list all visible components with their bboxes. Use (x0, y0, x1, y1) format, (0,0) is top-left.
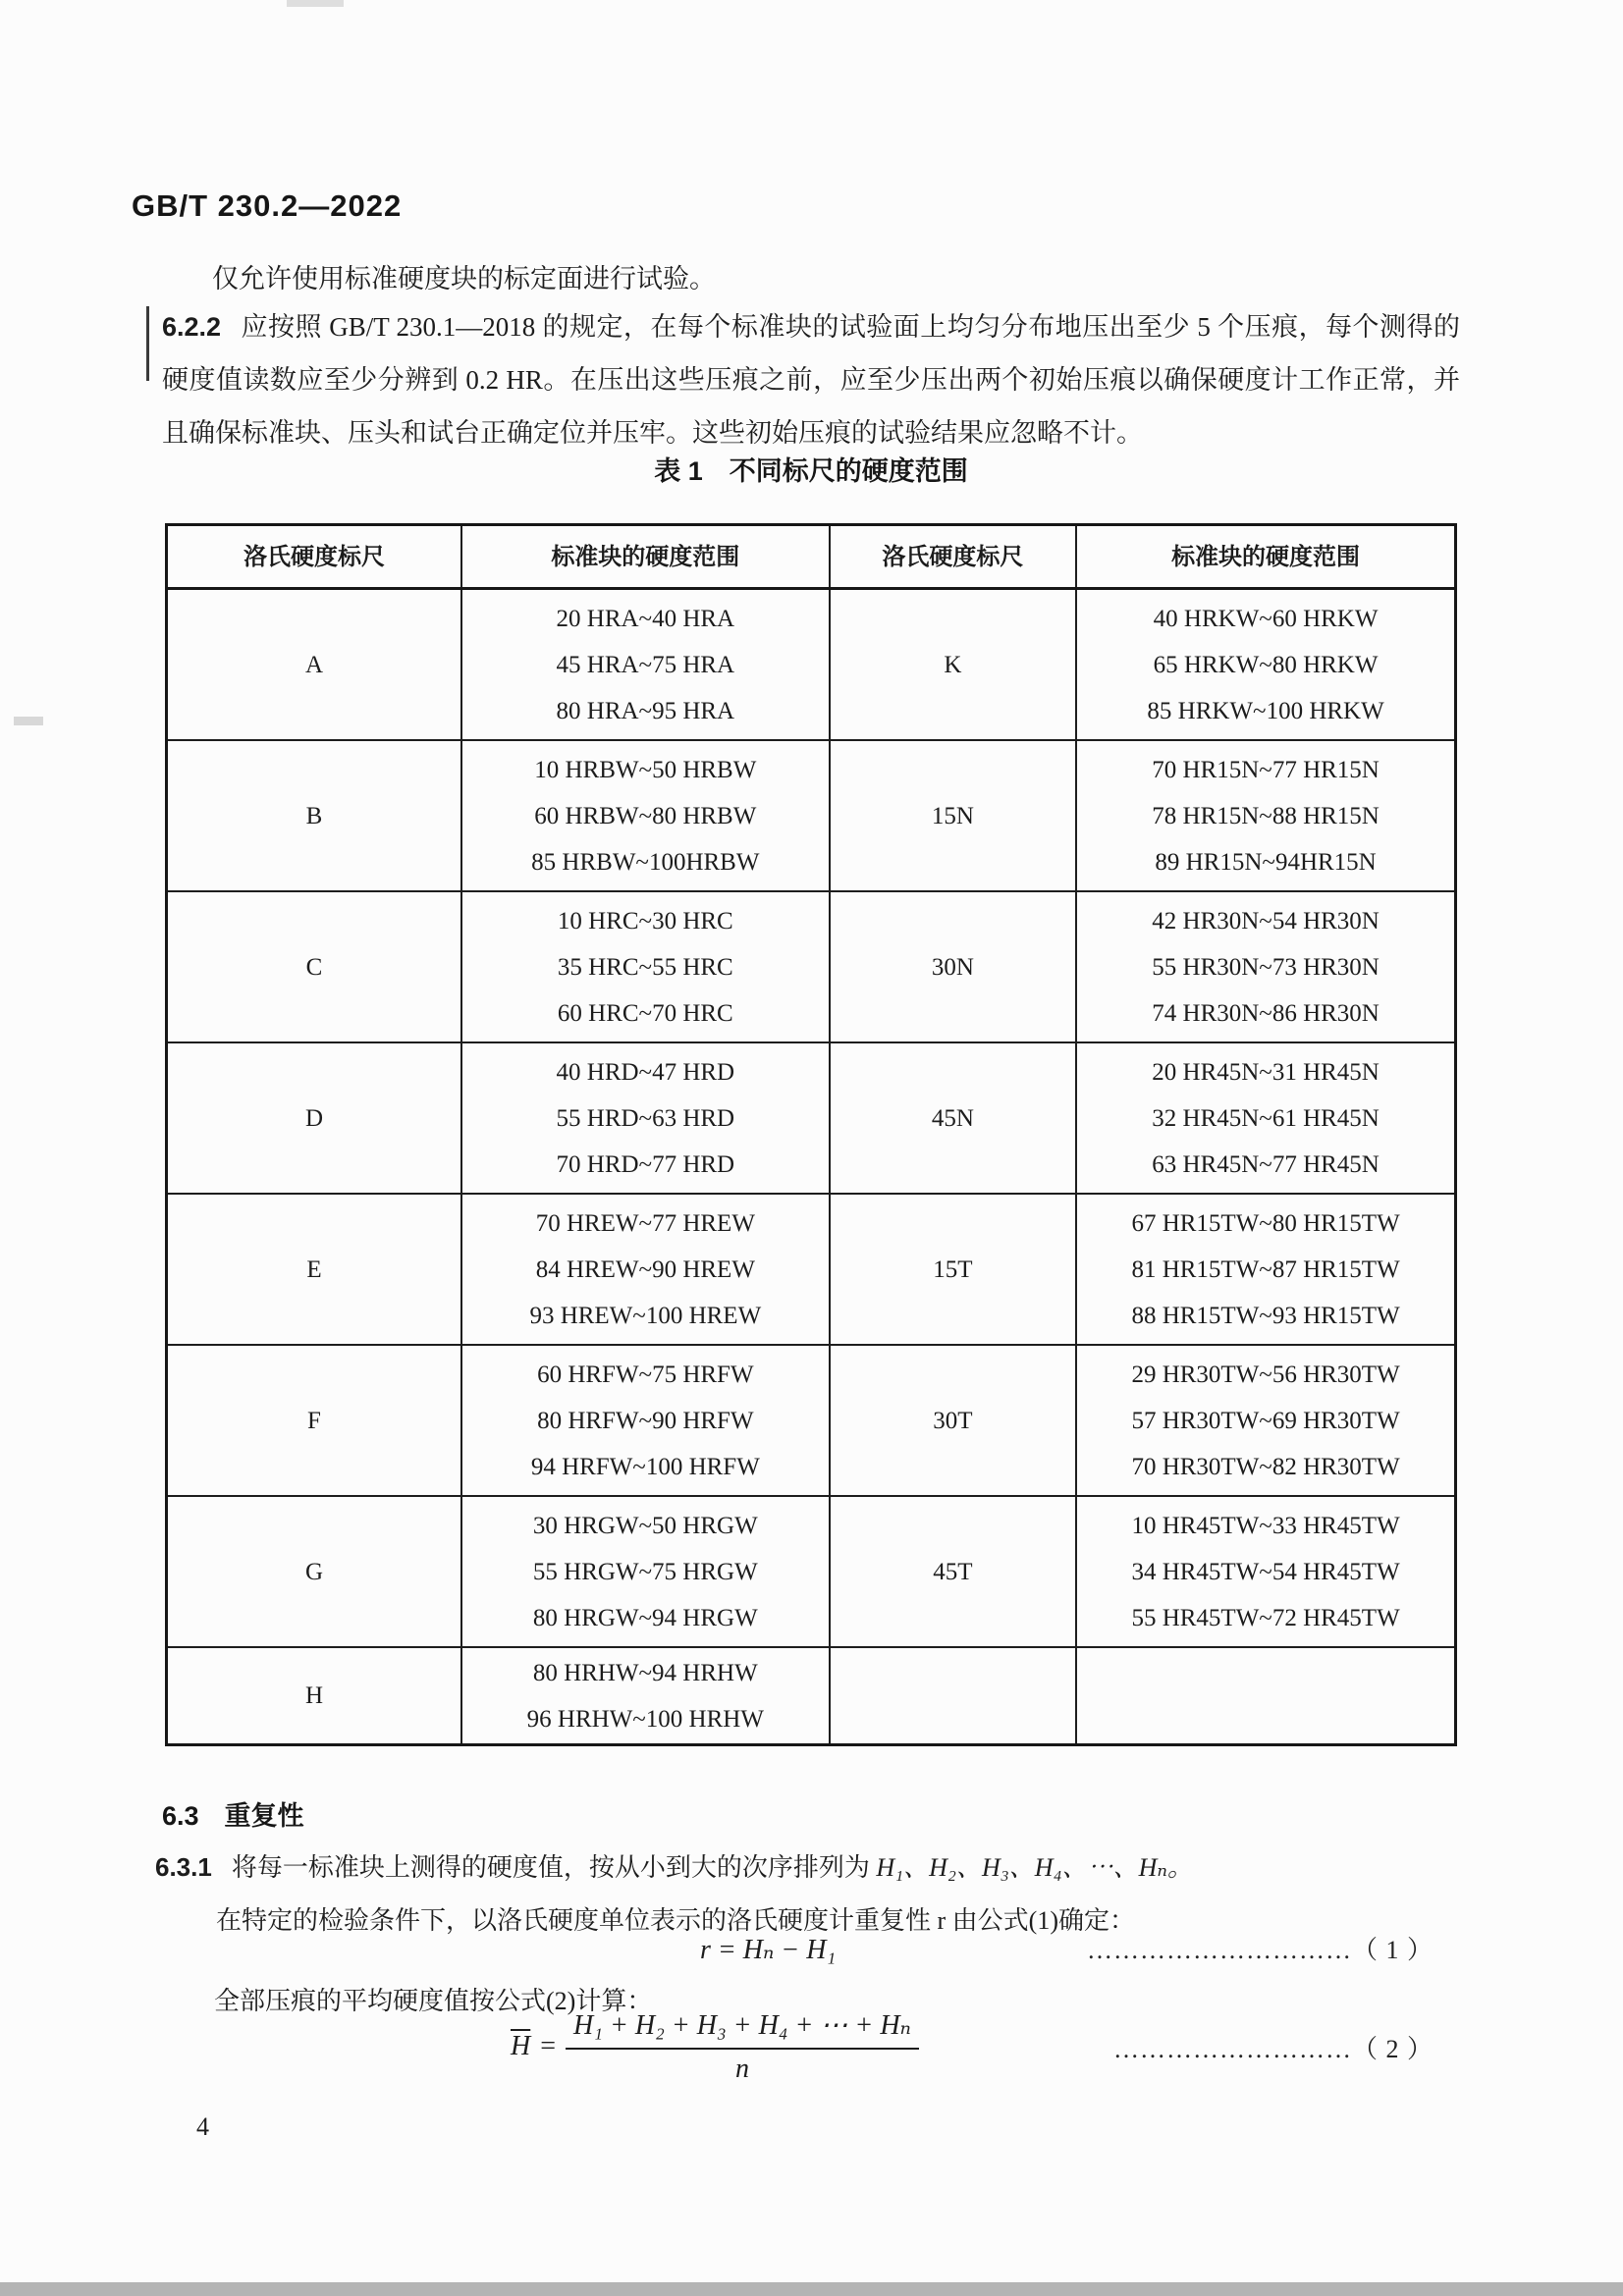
range-line: 10 HRBW~50 HRBW (534, 756, 757, 783)
scale-cell-right: 45N (831, 1043, 1078, 1193)
table-row (168, 1195, 1454, 1346)
range-line: 70 HR15N~77 HR15N (1152, 756, 1380, 783)
range-line: 74 HR30N~86 HR30N (1152, 999, 1380, 1027)
range-cell-right (1077, 1497, 1454, 1646)
range-cell-left (462, 1648, 831, 1743)
range-cell-right (1077, 1195, 1454, 1344)
table-header-scale-right: 洛氏硬度标尺 (831, 526, 1078, 587)
formula-2-fraction (566, 2008, 919, 2085)
scale-cell-right: 15T (831, 1195, 1078, 1344)
range-line: 55 HRD~63 HRD (556, 1104, 735, 1132)
formula-1-row (165, 1930, 1434, 1966)
doc-number: GB/T 230.2—2022 (132, 188, 403, 223)
range-line: 80 HRHW~94 HRHW (532, 1659, 758, 1686)
clause-631-text: 将每一标准块上测得的硬度值，按从小到大的次序排列为 (231, 1853, 870, 1882)
range-line: 34 HR45TW~54 HR45TW (1131, 1558, 1400, 1585)
range-line: 55 HR30N~73 HR30N (1152, 953, 1380, 981)
scale-cell-right: 30N (831, 892, 1078, 1041)
range-line: 81 HR15TW~87 HR15TW (1131, 1255, 1400, 1283)
range-line: 63 HR45N~77 HR45N (1152, 1150, 1380, 1178)
range-line: 84 HREW~90 HREW (535, 1255, 755, 1283)
table-row (168, 1346, 1454, 1497)
range-cell-right (1077, 892, 1454, 1041)
range-line: 94 HRFW~100 HRFW (530, 1453, 760, 1480)
range-line: 78 HR15N~88 HR15N (1152, 802, 1380, 829)
range-line: 20 HRA~40 HRA (556, 605, 735, 632)
table-row (168, 1043, 1454, 1195)
scale-cell-left: E (168, 1195, 462, 1344)
table-header-scale-left: 洛氏硬度标尺 (168, 526, 462, 587)
hardness-table (165, 523, 1457, 1746)
scale-cell-left: H (168, 1648, 462, 1743)
clause-631-label: 6.3.1 (155, 1852, 212, 1882)
table-row (168, 1497, 1454, 1648)
range-line: 35 HRC~55 HRC (557, 953, 733, 981)
page-number: 4 (196, 2112, 209, 2141)
range-line: 29 HR30TW~56 HR30TW (1131, 1361, 1400, 1388)
range-cell-left (462, 1043, 831, 1193)
scale-cell-left: A (168, 590, 462, 739)
table-row (168, 1648, 1454, 1743)
repeatability-line: 在特定的检验条件下，以洛氏硬度单位表示的洛氏硬度计重复性 r 由公式(1)确定： (216, 1906, 1135, 1935)
section-63-number: 6.3 (162, 1801, 199, 1831)
formula-2-equals: = (540, 2031, 557, 2061)
clause-631 (155, 1847, 1471, 1884)
range-cell-right (1077, 1043, 1454, 1193)
section-63-title: 重复性 (224, 1801, 304, 1831)
scale-cell-left: B (168, 741, 462, 890)
mean-hardness-line: 全部压痕的平均硬度值按公式(2)计算： (214, 1987, 653, 2015)
range-cell-left (462, 590, 831, 739)
scale-cell-right (831, 1648, 1078, 1743)
clause-622-label: 6.2.2 (162, 312, 222, 342)
formula-2 (511, 2008, 919, 2085)
range-cell-left (462, 892, 831, 1041)
range-line: 70 HR30TW~82 HR30TW (1131, 1453, 1400, 1480)
range-line: 40 HRD~47 HRD (556, 1058, 735, 1086)
formula-2-numerator: H₁ + H₂ + H₃ + H₄ + ⋯ + Hₙ (566, 2008, 919, 2050)
range-line: 85 HRBW~100HRBW (531, 848, 760, 876)
clause-631-sequence: H₁、H₂、H₃、H₄、⋯、Hₙ。 (876, 1853, 1193, 1882)
formula-2-leader: ………………………（ 2 ） (1112, 2034, 1434, 2063)
range-line: 96 HRHW~100 HRHW (526, 1705, 764, 1733)
table-row (168, 590, 1454, 741)
range-line: 60 HRFW~75 HRFW (537, 1361, 754, 1388)
section-63-heading (162, 1794, 304, 1833)
scale-cell-right: 15N (831, 741, 1078, 890)
range-line: 65 HRKW~80 HRKW (1153, 651, 1379, 678)
formula-1: r = Hₙ − H₁ (700, 1935, 837, 1965)
range-line: 67 HR15TW~80 HR15TW (1131, 1209, 1400, 1237)
range-line: 42 HR30N~54 HR30N (1152, 907, 1380, 934)
scan-artifact-bottom-strip (0, 2282, 1623, 2296)
scale-cell-left: F (168, 1346, 462, 1495)
table-title: 表 1 不同标尺的硬度范围 (654, 456, 968, 486)
range-line: 10 HRC~30 HRC (557, 907, 733, 934)
range-cell-right (1077, 1346, 1454, 1495)
clause-622 (162, 300, 1460, 459)
range-cell-left (462, 1497, 831, 1646)
table-header-range-left: 标准块的硬度范围 (462, 526, 831, 587)
range-line: 80 HRFW~90 HRFW (537, 1407, 754, 1434)
range-line: 40 HRKW~60 HRKW (1153, 605, 1379, 632)
formula-2-row (165, 2008, 1434, 2085)
range-line: 70 HREW~77 HREW (535, 1209, 755, 1237)
formula-2-mean-symbol: $\overline{H}$ (511, 2031, 531, 2061)
revision-bar (146, 306, 149, 381)
range-line: 55 HRGW~75 HRGW (532, 1558, 758, 1585)
range-line: 80 HRA~95 HRA (556, 697, 735, 724)
scale-cell-left: G (168, 1497, 462, 1646)
scale-cell-right: K (831, 590, 1078, 739)
range-line: 93 HREW~100 HREW (529, 1302, 762, 1329)
range-line: 88 HR15TW~93 HR15TW (1131, 1302, 1400, 1329)
range-cell-left (462, 1195, 831, 1344)
range-cell-right (1077, 1648, 1454, 1743)
table-header-range-right: 标准块的硬度范围 (1171, 543, 1361, 570)
table-header-row (168, 526, 1454, 590)
range-cell-left (462, 1346, 831, 1495)
scale-cell-right: 45T (831, 1497, 1078, 1646)
scan-artifact-left-margin (14, 717, 43, 725)
range-line: 70 HRD~77 HRD (556, 1150, 735, 1178)
range-line: 57 HR30TW~69 HR30TW (1131, 1407, 1400, 1434)
scale-cell-right: 30T (831, 1346, 1078, 1495)
range-line: 32 HR45N~61 HR45N (1152, 1104, 1380, 1132)
range-line: 55 HR45TW~72 HR45TW (1131, 1604, 1400, 1631)
formula-2-denominator: n (734, 2054, 749, 2084)
range-cell-left (462, 741, 831, 890)
range-line: 85 HRKW~100 HRKW (1147, 697, 1384, 724)
range-cell-right (1077, 741, 1454, 890)
table-row (168, 892, 1454, 1043)
range-line: 10 HR45TW~33 HR45TW (1131, 1512, 1400, 1539)
range-line: 30 HRGW~50 HRGW (532, 1512, 758, 1539)
range-line: 60 HRC~70 HRC (557, 999, 733, 1027)
range-line: 89 HR15N~94HR15N (1155, 848, 1377, 876)
range-line: 80 HRGW~94 HRGW (532, 1604, 758, 1631)
formula-1-leader: …………………………（ 1 ） (1086, 1936, 1434, 1964)
table-body (168, 590, 1454, 1743)
table-row (168, 741, 1454, 892)
clause-622-text: 应按照 GB/T 230.1—2018 的规定，在每个标准块的试验面上均匀分布地压出至少 5 个压痕，每个测得的硬度值读数应至少分辨到 0.2 HR。在压出这些压痕之前，应至少压出两个初始压痕以确保硬度计工作正常，并且确保标准块、压头和试台正确定位并压牢。这些初始压痕的试验结果应忽略不计。 (162, 312, 1460, 448)
range-line: 20 HR45N~31 HR45N (1152, 1058, 1380, 1086)
intro-line: 仅允许使用标准硬度块的标定面进行试验。 (212, 264, 716, 294)
range-line: 60 HRBW~80 HRBW (534, 802, 757, 829)
scale-cell-left: D (168, 1043, 462, 1193)
range-line: 45 HRA~75 HRA (556, 651, 735, 678)
range-cell-right (1077, 590, 1454, 739)
scan-artifact-top (287, 0, 344, 7)
scale-cell-left: C (168, 892, 462, 1041)
